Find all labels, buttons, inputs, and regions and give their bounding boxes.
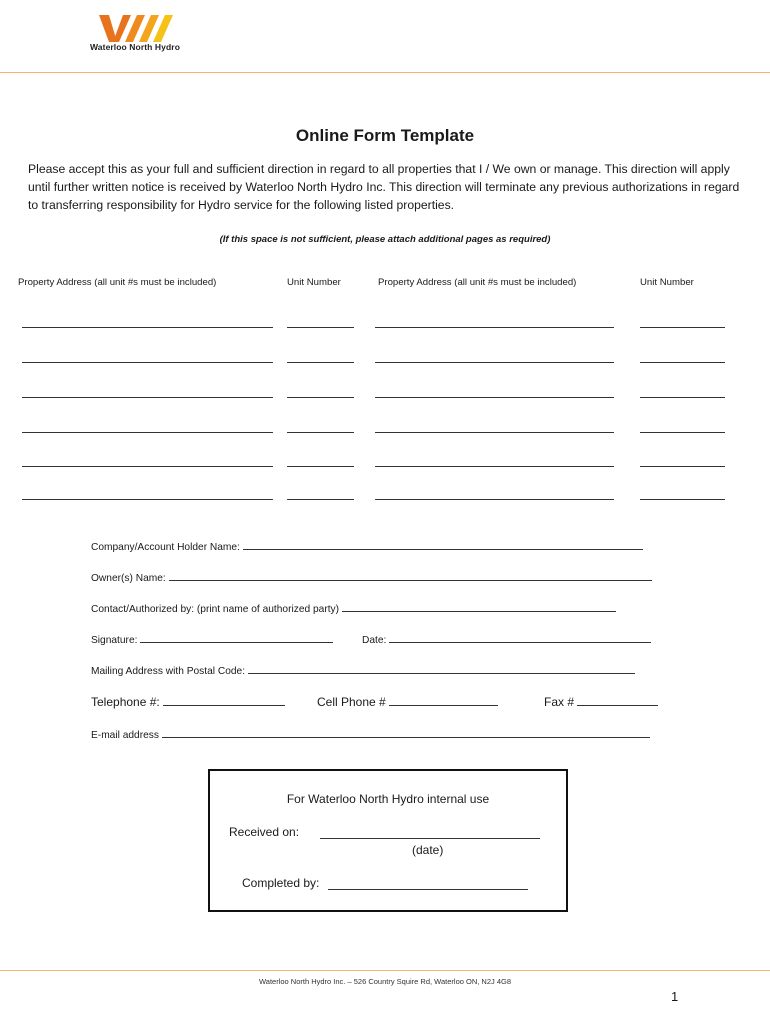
unit-number-line[interactable]: [640, 397, 725, 398]
property-address-line[interactable]: [22, 432, 273, 433]
unit-number-line[interactable]: [640, 362, 725, 363]
signature-input-line[interactable]: [140, 633, 333, 643]
col-header-address-1: Property Address (all unit #s must be included): [18, 277, 217, 288]
contact-input-line[interactable]: [342, 602, 616, 612]
unit-number-line[interactable]: [287, 432, 354, 433]
contact-field: [91, 602, 616, 615]
header-divider: [0, 72, 770, 73]
signature-label: Signature:: [91, 635, 138, 646]
unit-number-line[interactable]: [287, 499, 354, 500]
telephone-label: Telephone #:: [91, 695, 160, 709]
cell-label: Cell Phone #: [317, 695, 386, 709]
unit-number-line[interactable]: [287, 397, 354, 398]
internal-use-title: For Waterloo North Hydro internal use: [286, 792, 490, 806]
col-header-unit-1: Unit Number: [287, 277, 341, 288]
contact-label: Contact/Authorized by: (print name of authorized party): [91, 604, 340, 615]
cell-input-line[interactable]: [389, 694, 498, 706]
unit-number-line[interactable]: [287, 362, 354, 363]
property-address-line[interactable]: [22, 327, 273, 328]
col-header-unit-2: Unit Number: [640, 277, 694, 288]
owner-field: [91, 571, 652, 584]
completed-by-label: Completed by:: [242, 876, 320, 890]
property-address-line[interactable]: [375, 499, 614, 500]
date-label: Date:: [362, 635, 387, 646]
property-address-line[interactable]: [22, 362, 273, 363]
page-number: 1: [671, 989, 679, 1004]
email-label: E-mail address: [91, 730, 159, 741]
received-on-input-line[interactable]: [320, 838, 540, 839]
property-address-line[interactable]: [375, 432, 614, 433]
company-label: Company/Account Holder Name:: [91, 542, 240, 553]
footer-address: Waterloo North Hydro Inc. – 526 Country Squire Rd, Waterloo ON, N2J 4G8: [258, 977, 512, 986]
email-field: [91, 728, 650, 741]
fax-label: Fax #: [544, 695, 575, 709]
telephone-input-line[interactable]: [163, 694, 285, 706]
company-input-line[interactable]: [243, 540, 643, 550]
space-note: (If this space is not sufficient, please attach additional pages as required): [219, 234, 551, 245]
company-field: [91, 540, 643, 553]
signature-field: [91, 633, 333, 646]
mailing-input-line[interactable]: [248, 664, 635, 674]
mailing-field: [91, 664, 635, 677]
fax-field: [544, 694, 658, 709]
logo-text: Waterloo North Hydro: [90, 42, 180, 52]
page-title: Online Form Template: [295, 126, 475, 145]
property-address-line[interactable]: [22, 397, 273, 398]
unit-number-line[interactable]: [640, 327, 725, 328]
completed-by-input-line[interactable]: [328, 889, 528, 890]
telephone-field: [91, 694, 285, 709]
internal-use-box: [208, 769, 568, 912]
property-address-line[interactable]: [22, 499, 273, 500]
date-hint: (date): [412, 843, 444, 857]
received-on-label: Received on:: [229, 825, 300, 839]
property-address-line[interactable]: [375, 362, 614, 363]
unit-number-line[interactable]: [640, 466, 725, 467]
date-field: [362, 633, 651, 646]
unit-number-line[interactable]: [287, 327, 354, 328]
waterloo-north-hydro-logo-icon: [97, 14, 177, 44]
date-input-line[interactable]: [389, 633, 651, 643]
property-address-line[interactable]: [22, 466, 273, 467]
property-address-line[interactable]: [375, 397, 614, 398]
unit-number-line[interactable]: [287, 466, 354, 467]
fax-input-line[interactable]: [577, 694, 658, 706]
cell-field: [317, 694, 498, 709]
owner-input-line[interactable]: [169, 571, 652, 581]
col-header-address-2: Property Address (all unit #s must be included): [378, 277, 577, 288]
footer-divider: [0, 970, 770, 971]
mailing-label: Mailing Address with Postal Code:: [91, 666, 246, 677]
property-address-line[interactable]: [375, 327, 614, 328]
owner-label: Owner(s) Name:: [91, 573, 166, 584]
unit-number-line[interactable]: [640, 499, 725, 500]
property-address-line[interactable]: [375, 466, 614, 467]
email-input-line[interactable]: [162, 728, 650, 738]
intro-paragraph: Please accept this as your full and sufficient direction in regard to all properties that I / We own or manage. This direction will apply until further written notice is received by Waterloo North Hydro Inc. This direction will terminate any previous authorizations in regard to transferring responsibility for Hydro service for the following listed properties.: [28, 162, 740, 212]
unit-number-line[interactable]: [640, 432, 725, 433]
